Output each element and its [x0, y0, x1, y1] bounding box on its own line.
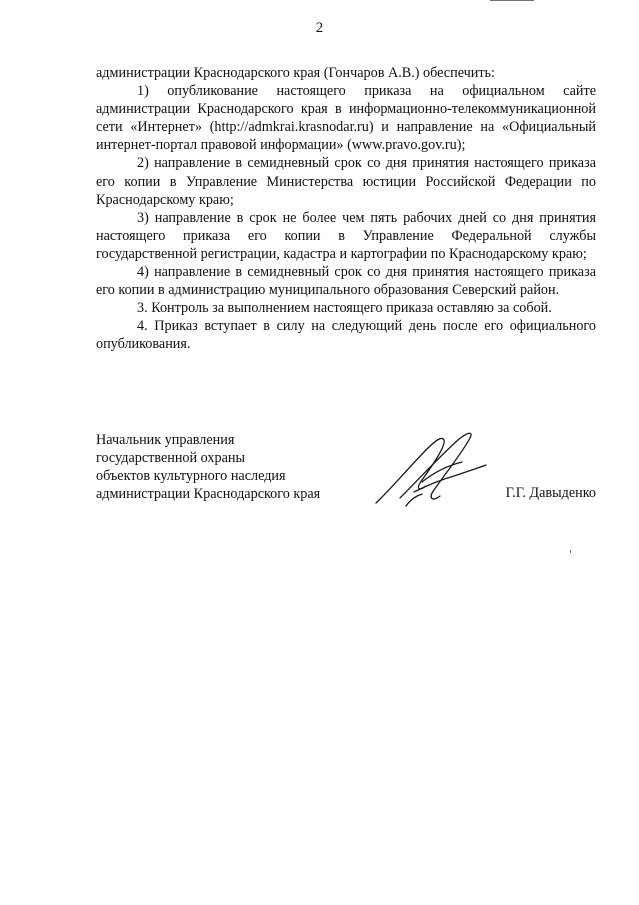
signer-position-line: администрации Краснодарского края — [96, 486, 321, 503]
paragraph-item-1: 1) опубликование настоящего приказа на официальном сайте администрации Краснодарского края в информационно-телекоммуникационной сети «Интернет» (http://admkrai.krasnodar.ru) и направление на «Официальный интернет-портал правовой информации» (www.pravo.gov.ru); — [96, 83, 596, 154]
signer-position-line: объектов культурного наследия — [96, 468, 286, 485]
signer-name: Г.Г. Давыденко — [505, 485, 596, 501]
paragraph-item-2: 2) направление в семидневный срок со дня принятия настоящего приказа его копии в Управление Министерства юстиции Российской Федерации по Краснодарскому краю; — [96, 155, 596, 208]
paragraph-clause-4: 4. Приказ вступает в силу на следующий день после его официального опубликования. — [96, 318, 596, 353]
page-number: 2 — [315, 20, 324, 36]
paragraph-item-3: 3) направление в срок не более чем пять рабочих дней со дня принятия настоящего приказа его копии в Управление Федеральной службы государственной регистрации, кадастра и картографии по Краснодарскому краю; — [96, 209, 596, 262]
paragraph-clause-3: 3. Контроль за выполнением настоящего приказа оставляю за собой. — [137, 300, 552, 317]
document-body — [96, 64, 596, 354]
paragraph-lead: администрации Краснодарского края (Гончаров А.В.) обеспечить: — [96, 65, 495, 81]
scan-artifact-top — [490, 0, 534, 1]
signer-position-line: Начальник управления — [96, 432, 235, 448]
handwritten-signature — [370, 418, 490, 518]
signer-position — [96, 431, 320, 503]
paragraph-item-4: 4) направление в семидневный срок со дня принятия настоящего приказа его копии в администрацию муниципального образования Северский район. — [96, 264, 596, 299]
signer-position-line: государственной охраны — [96, 450, 246, 467]
scan-artifact-dot — [570, 550, 571, 553]
